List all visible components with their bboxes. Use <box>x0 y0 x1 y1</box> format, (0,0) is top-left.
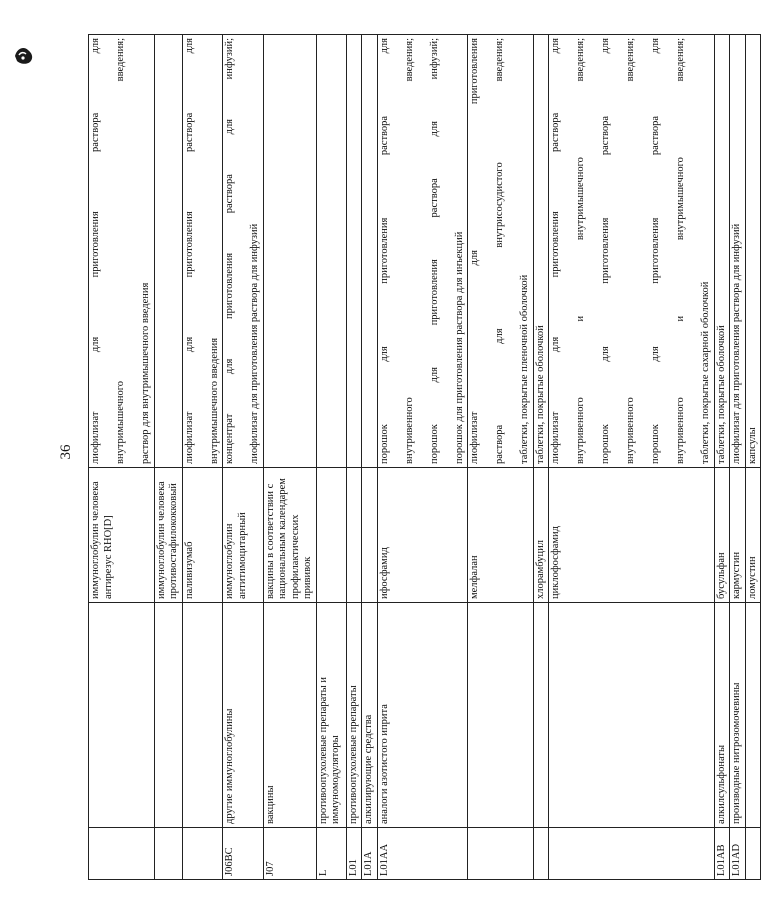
row-code-cell: L01AB <box>714 828 730 880</box>
form-line: порошок для приготовления раствора для инъекций <box>453 231 465 464</box>
row-name-cell: иммуноглобулин антитимоцитарный <box>223 468 264 603</box>
row-forms-cell <box>362 35 378 468</box>
table-row <box>714 35 730 880</box>
form-line: лиофилизат для приготовления раствора для инфузий <box>249 223 260 464</box>
row-code-cell: L01A <box>362 828 378 880</box>
table-row <box>154 35 182 880</box>
row-forms-cell <box>533 35 549 468</box>
row-forms-cell <box>89 35 155 468</box>
row-name-cell: вакцины в соответствии с национальным календарем профилактических прививок <box>263 468 316 603</box>
row-name-cell <box>316 468 346 603</box>
row-name-cell: бусульфан <box>714 468 730 603</box>
row-forms-cell <box>714 35 730 468</box>
row-group-cell <box>468 603 534 828</box>
row-name-cell <box>362 468 378 603</box>
table-row <box>533 35 549 880</box>
table-row <box>468 35 534 880</box>
form-line: раствора для внутрисосудистого введения; <box>494 38 505 464</box>
row-name-cell: циклофосфамид <box>549 468 715 603</box>
table-row <box>182 35 223 880</box>
row-name-cell: ломустин <box>745 468 761 603</box>
table-row <box>745 35 761 880</box>
row-forms-cell <box>346 35 362 468</box>
form-line: порошок для приготовления раствора для <box>378 38 390 464</box>
row-code-cell: L01 <box>346 828 362 880</box>
row-name-cell: паливизумаб <box>182 468 223 603</box>
row-group-cell <box>533 603 549 828</box>
row-code-cell <box>533 828 549 880</box>
row-group-cell: противоопухолевые препараты <box>346 603 362 828</box>
form-line: внутримышечного введения <box>208 337 220 464</box>
row-forms-cell <box>263 35 316 468</box>
form-line: порошок для приготовления раствора для <box>650 38 661 464</box>
table-row <box>346 35 362 880</box>
row-group-cell <box>549 603 715 828</box>
form-line: лиофилизат для приготовления <box>469 38 480 464</box>
row-group-cell: производные нитрозомочевины <box>730 603 746 828</box>
form-line: порошок для приготовления раствора для инфузий; <box>428 38 440 464</box>
form-line: лиофилизат для приготовления раствора для инфузий <box>731 223 742 464</box>
row-group-cell: вакцины <box>263 603 316 828</box>
row-code-cell: L <box>316 828 346 880</box>
row-code-cell <box>549 828 715 880</box>
form-line: порошок для приготовления раствора для <box>600 38 611 464</box>
table-row <box>223 35 264 880</box>
row-code-cell <box>154 828 182 880</box>
rotated-table-container <box>88 35 758 880</box>
table-row <box>89 35 155 880</box>
form-line: таблетки, покрытые пленочной оболочкой <box>519 274 530 464</box>
form-line: внутривенного и внутримышечного введения; <box>675 38 686 464</box>
form-line: капсулы <box>746 427 758 464</box>
row-forms-cell <box>549 35 715 468</box>
form-line: внутривенного введения; <box>403 38 415 464</box>
row-forms-cell <box>745 35 761 468</box>
row-name-cell: кармустин <box>730 468 746 603</box>
row-name-cell: ифосфамид <box>377 468 468 603</box>
row-forms-cell <box>468 35 534 468</box>
row-forms-cell <box>316 35 346 468</box>
row-code-cell: J07 <box>263 828 316 880</box>
row-name-cell <box>346 468 362 603</box>
row-code-cell <box>89 828 155 880</box>
row-code-cell: L01AD <box>730 828 746 880</box>
table-row <box>377 35 468 880</box>
row-code-cell: L01AA <box>377 828 468 880</box>
row-name-cell: иммуноглобулин человека антирезус RHO[D] <box>89 468 155 603</box>
table-body <box>89 35 761 880</box>
row-group-cell <box>182 603 223 828</box>
row-code-cell <box>182 828 223 880</box>
row-forms-cell <box>223 35 264 468</box>
scan-artifact-mark <box>12 44 36 66</box>
form-line: внутривенного введения; <box>625 38 636 464</box>
row-name-cell: мелфалан <box>468 468 534 603</box>
table-row <box>316 35 346 880</box>
form-line: лиофилизат для приготовления раствора для <box>90 38 101 464</box>
row-group-cell: алкилирующие средства <box>362 603 378 828</box>
table-row <box>362 35 378 880</box>
row-group-cell: другие иммуноглобулины <box>223 603 264 828</box>
row-group-cell <box>154 603 182 828</box>
row-forms-cell <box>377 35 468 468</box>
row-code-cell: J06BC <box>223 828 264 880</box>
form-line: таблетки, покрытые оболочкой <box>715 325 727 464</box>
row-group-cell: противоопухолевые препараты и иммуномодуляторы <box>316 603 346 828</box>
row-code-cell <box>468 828 534 880</box>
row-group-cell <box>745 603 761 828</box>
row-group-cell: аналоги азотистого иприта <box>377 603 468 828</box>
row-group-cell: алкилсульфонаты <box>714 603 730 828</box>
row-forms-cell <box>182 35 223 468</box>
row-group-cell <box>89 603 155 828</box>
form-line: таблетки, покрытые сахарной оболочкой <box>700 281 711 464</box>
row-name-cell: хлорамбуцил <box>533 468 549 603</box>
table-row <box>263 35 316 880</box>
form-line: внутривенного и внутримышечного введения; <box>575 38 586 464</box>
form-line: концентрат для приготовления раствора для инфузий; <box>224 38 235 464</box>
drug-table <box>88 34 761 880</box>
row-name-cell: иммуноглобулин человека противостафилококковый <box>154 468 182 603</box>
form-line: раствор для внутримышечного введения <box>140 282 151 464</box>
page-number: 36 <box>58 444 74 460</box>
form-line: внутримышечного введения; <box>115 38 126 464</box>
form-line: таблетки, покрытые оболочкой <box>534 325 546 464</box>
row-code-cell <box>745 828 761 880</box>
form-line: лиофилизат для приготовления раствора для <box>550 38 561 464</box>
row-forms-cell <box>730 35 746 468</box>
table-row <box>549 35 715 880</box>
form-line: лиофилизат для приготовления раствора для <box>183 38 195 464</box>
row-forms-cell <box>154 35 182 468</box>
table-row <box>730 35 746 880</box>
